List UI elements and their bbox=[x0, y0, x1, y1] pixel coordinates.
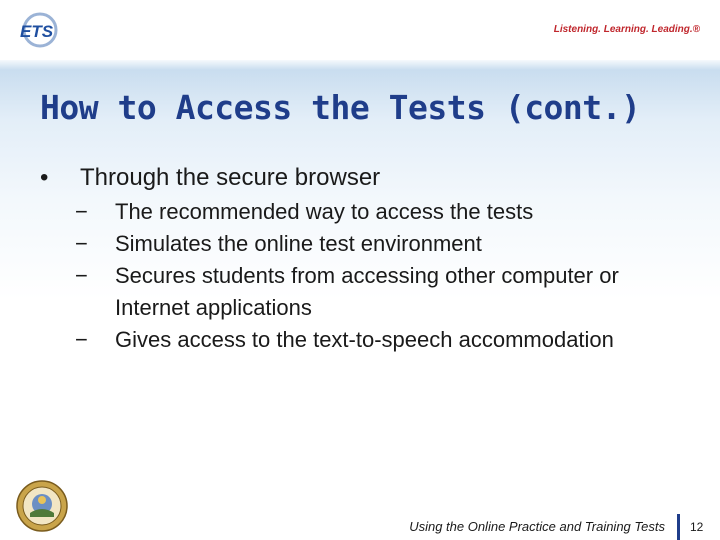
tagline: Listening. Learning. Leading.® bbox=[553, 24, 700, 35]
sub-bullet-item bbox=[40, 196, 680, 228]
sub-bullet-text: Simulates the online test environment bbox=[115, 231, 482, 256]
page-number: 12 bbox=[690, 520, 704, 534]
footer-text: Using the Online Practice and Training Tests bbox=[409, 519, 665, 534]
dash-marker: − bbox=[75, 231, 88, 256]
bullet-list bbox=[40, 160, 680, 356]
header-bar bbox=[0, 0, 720, 60]
dash-marker: − bbox=[75, 327, 88, 352]
sub-bullet-item bbox=[40, 228, 680, 260]
ets-logo-icon bbox=[14, 12, 66, 48]
sub-bullet-text: The recommended way to access the tests bbox=[115, 199, 534, 224]
footer-divider bbox=[677, 514, 680, 540]
bullet-marker: • bbox=[40, 164, 49, 191]
svg-text:ETS: ETS bbox=[20, 22, 54, 41]
sub-bullet-text: Secures students from accessing other computer or Internet applications bbox=[115, 263, 619, 320]
slide-title: How to Access the Tests (cont.) bbox=[40, 88, 641, 127]
sub-bullet-text: Gives access to the text-to-speech accommodation bbox=[115, 327, 614, 352]
state-seal-icon bbox=[16, 480, 68, 532]
sub-bullet-item bbox=[40, 260, 680, 324]
sub-bullet-item bbox=[40, 324, 680, 356]
dash-marker: − bbox=[75, 263, 88, 288]
bullet-item bbox=[40, 160, 680, 196]
dash-marker: − bbox=[75, 199, 88, 224]
bullet-text: Through the secure browser bbox=[80, 164, 381, 191]
